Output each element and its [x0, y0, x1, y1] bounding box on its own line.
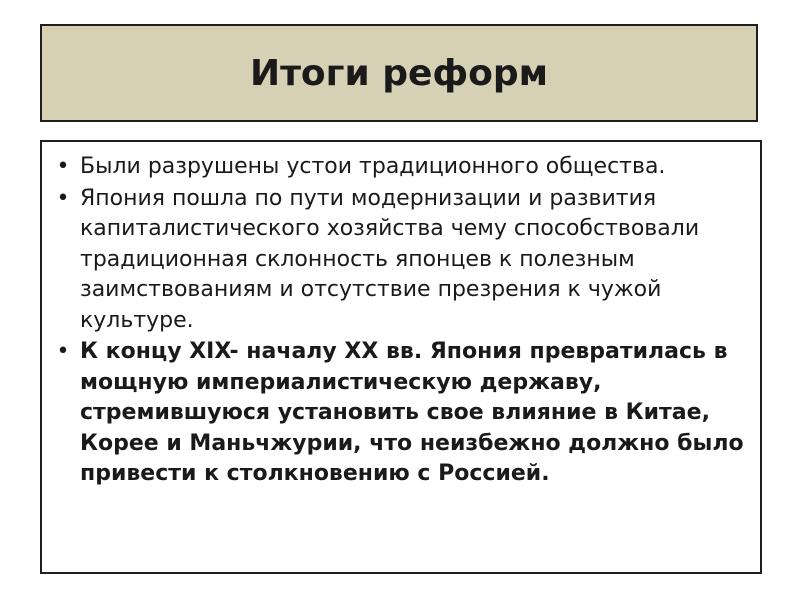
- bullet-list: [46, 152, 754, 490]
- content-panel: [40, 140, 762, 574]
- title-banner: [40, 24, 758, 122]
- bullet-marker: •: [56, 154, 70, 179]
- slide-title: Итоги реформ: [249, 52, 549, 94]
- bullet-text: Япония пошла по пути модернизации и развития капиталистического хозяйства чему способствовали традиционная склонность японцев к полезным заимствованиям и отсутствие презрения к чужой культуре.: [80, 185, 700, 333]
- bullet-item-3: [46, 337, 754, 490]
- bullet-text: К концу XIX- началу XX вв. Япония превратилась в мощную империалистическую державу, стремившуюся установить свое влияние в Китае, Корее и Маньчжурии, что неизбежно должно было привести к столкновению с Россией.: [80, 339, 744, 486]
- bullet-item-2: [46, 184, 754, 337]
- bullet-marker: •: [56, 339, 70, 364]
- bullet-text: Были разрушены устои традиционного общества.: [80, 154, 666, 179]
- bullet-item-1: [46, 152, 754, 183]
- bullet-marker: •: [56, 185, 70, 211]
